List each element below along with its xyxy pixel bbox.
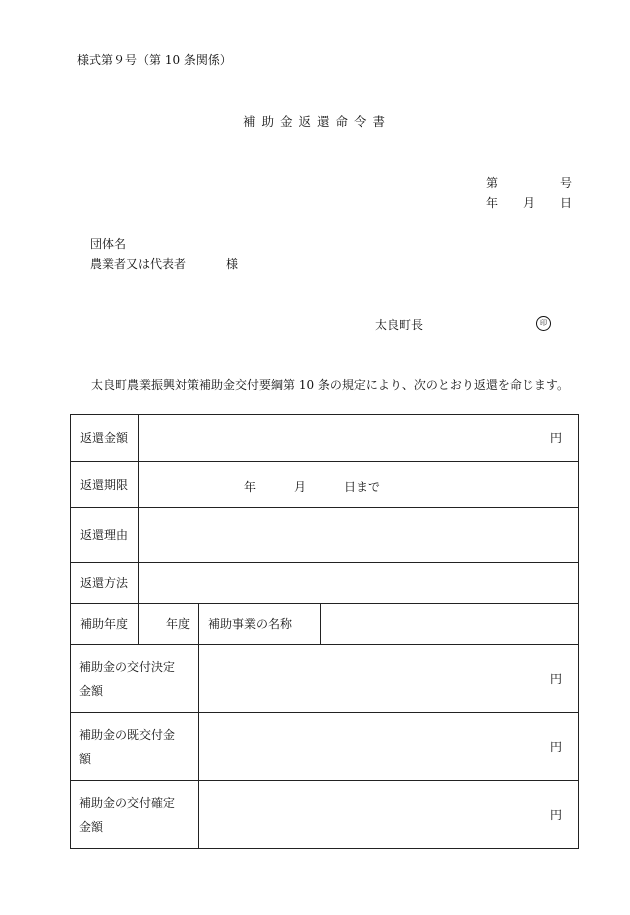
fiscal-year-unit: 年度	[165, 617, 190, 631]
recipient-rep	[90, 257, 239, 271]
table-row	[71, 645, 579, 713]
amount-field[interactable]	[139, 415, 579, 462]
title-char: 補	[242, 114, 258, 129]
doc-date-year: 年	[486, 196, 499, 210]
recipient-honorific: 様	[226, 257, 239, 271]
decision-amount-field[interactable]	[199, 645, 579, 713]
title-char: 返	[298, 114, 313, 129]
table-row	[71, 713, 579, 781]
deadline-label: 返還期限	[71, 462, 139, 508]
reason-field[interactable]	[139, 508, 579, 563]
doc-number-dai: 第	[486, 176, 499, 190]
table-row	[71, 415, 579, 462]
confirmed-amount-field[interactable]	[199, 781, 579, 849]
confirmed-label-line: 補助金の交付確定	[79, 795, 176, 810]
document-title	[0, 115, 630, 129]
title-char: 金	[279, 114, 295, 129]
table-row	[71, 604, 579, 645]
decision-label-line: 金額	[79, 683, 104, 698]
deadline-month: 月	[294, 480, 307, 494]
title-char: 還	[317, 114, 332, 129]
method-field[interactable]	[139, 563, 579, 604]
deadline-year: 年	[244, 480, 257, 494]
granted-amount-label	[71, 713, 199, 781]
deadline-field[interactable]	[139, 462, 579, 508]
method-label: 返還方法	[71, 563, 139, 604]
fiscal-year-label: 補助年度	[71, 604, 139, 645]
doc-date-month: 月	[523, 196, 536, 210]
doc-date-day: 日	[560, 196, 573, 210]
fiscal-year-field[interactable]	[139, 604, 199, 645]
confirmed-unit: 円	[549, 807, 562, 822]
granted-label-line: 額	[79, 751, 92, 766]
recipient-rep-label: 農業者又は代表者	[90, 257, 187, 271]
repayment-table	[70, 414, 579, 849]
doc-number-go: 号	[560, 176, 573, 190]
deadline-day: 日まで	[344, 480, 381, 494]
granted-label-line: 補助金の既交付金	[79, 727, 176, 742]
issuer-name: 太良町長	[375, 318, 424, 332]
project-name-field[interactable]	[321, 604, 579, 645]
amount-unit: 円	[549, 431, 562, 445]
body-text: 太良町農業振興対策補助金交付要綱第 10 条の規定により、次のとおり返還を命じます。	[91, 378, 569, 392]
title-char: 書	[372, 114, 388, 129]
title-char: 命	[335, 114, 351, 129]
table-row	[71, 508, 579, 563]
decision-amount-label	[71, 645, 199, 713]
confirmed-amount-label	[71, 781, 199, 849]
decision-label-line: 補助金の交付決定	[79, 659, 176, 674]
form-number: 様式第９号（第 10 条関係）	[77, 53, 232, 67]
recipient-org-label: 団体名	[90, 237, 127, 251]
table-row	[71, 563, 579, 604]
amount-label: 返還金額	[71, 415, 139, 462]
confirmed-label-line: 金額	[79, 819, 104, 834]
granted-unit: 円	[549, 739, 562, 754]
table-row	[71, 462, 579, 508]
title-char: 助	[261, 114, 276, 129]
decision-unit: 円	[549, 671, 562, 686]
table-row	[71, 781, 579, 849]
seal-icon: 印	[536, 316, 551, 331]
reason-label: 返還理由	[71, 508, 139, 563]
granted-amount-field[interactable]	[199, 713, 579, 781]
title-char: 令	[354, 114, 369, 129]
project-name-label: 補助事業の名称	[199, 604, 321, 645]
